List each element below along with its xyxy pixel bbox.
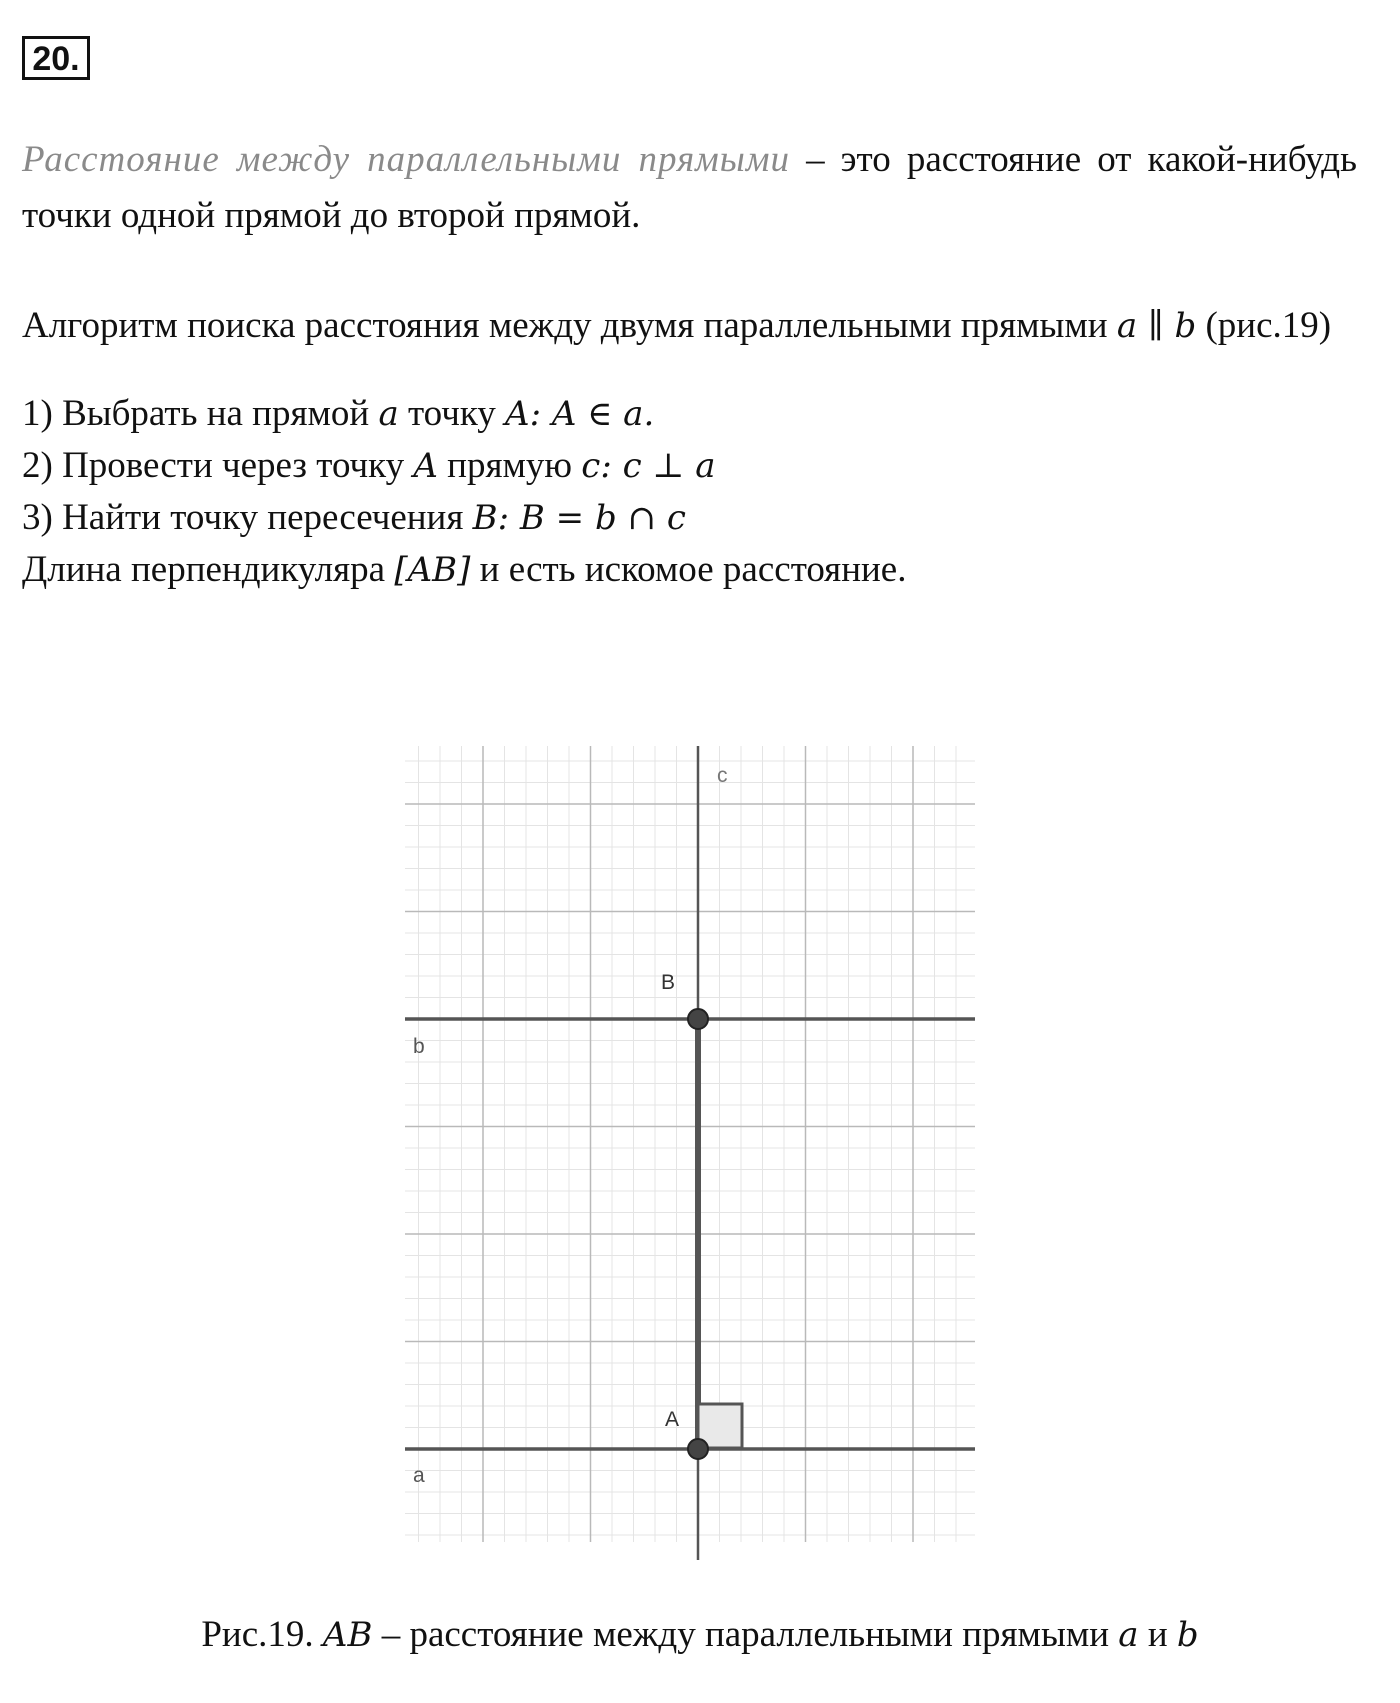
conclusion-text-2: и есть искомое расстояние. <box>470 549 907 590</box>
figure-diagram <box>395 746 975 1560</box>
step-2-math-point: A <box>413 446 438 486</box>
algorithm-intro-text: Алгоритм поиска расстояния между двумя параллельными прямыми <box>22 305 1117 346</box>
algorithm-step-3 <box>22 490 686 546</box>
algorithm-step-2 <box>22 438 716 494</box>
caption-text-2: и <box>1138 1614 1177 1655</box>
figure-19 <box>395 746 975 1560</box>
grid-minor <box>405 746 975 1542</box>
label-c: c <box>717 764 728 787</box>
caption-math-a: a <box>1118 1615 1139 1655</box>
algorithm-intro <box>22 298 1357 354</box>
step-1-text: 1) Выбрать на прямой <box>22 393 379 434</box>
algorithm-intro-math: a ∥ b <box>1116 306 1197 346</box>
step-1-text-2: точку <box>398 393 506 434</box>
step-2-text-2: прямую <box>437 445 582 486</box>
point-a <box>688 1439 708 1459</box>
label-b: b <box>413 1035 425 1058</box>
algorithm-step-1 <box>22 386 654 442</box>
problem-number: 20. <box>22 36 90 80</box>
step-3-math: B: B = b ∩ c <box>472 498 686 538</box>
caption-prefix: Рис.19. <box>201 1614 323 1655</box>
label-a: a <box>413 1464 425 1487</box>
step-1-math-point: A: A ∈ a. <box>505 394 655 434</box>
algorithm-figure-ref: (рис.19) <box>1196 305 1332 346</box>
definition-term: Расстояние между параллельными прямыми <box>22 139 790 180</box>
step-3-text: 3) Найти точку пересечения <box>22 497 473 538</box>
figure-caption <box>0 1610 1400 1660</box>
definition-text: – это расстояние от какой-нибудь точки одной прямой до второй прямой. <box>22 139 1357 236</box>
step-2-math-perp: c: c ⊥ a <box>581 446 716 486</box>
label-point-a: A <box>665 1408 680 1431</box>
caption-math-b: b <box>1176 1615 1199 1655</box>
caption-text: – расстояние между параллельными прямыми <box>372 1614 1119 1655</box>
algorithm-conclusion <box>22 542 906 598</box>
conclusion-math: [AB] <box>394 550 471 590</box>
step-2-text: 2) Провести через точку <box>22 445 414 486</box>
definition-paragraph <box>22 132 1357 244</box>
step-1-math-line: a <box>378 394 399 434</box>
point-b <box>688 1009 708 1029</box>
grid-major <box>405 746 975 1542</box>
conclusion-text: Длина перпендикуляра <box>22 549 395 590</box>
label-point-b: B <box>661 971 676 994</box>
caption-math-ab: AB <box>322 1615 373 1655</box>
